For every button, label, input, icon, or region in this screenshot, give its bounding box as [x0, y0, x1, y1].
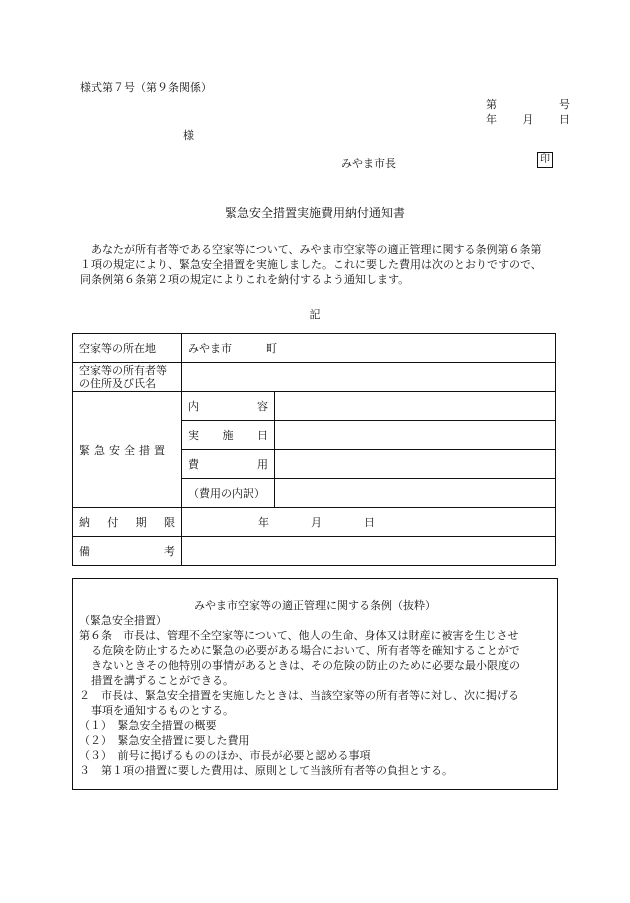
- addressee-suffix: 様: [183, 129, 194, 142]
- deadline-char: 限: [163, 516, 175, 529]
- ordinance-line: 第６条 市長は、管理不全空家等について、他人の生命、身体又は財産に被害を生じさせ: [79, 629, 519, 642]
- notice-body: [80, 242, 560, 287]
- location-city: みやま市: [188, 342, 232, 355]
- issue-date: [486, 111, 570, 127]
- seal-mark: 印: [537, 152, 553, 168]
- table-row: [73, 392, 556, 421]
- deadline-month: 月: [311, 516, 322, 529]
- measure-char: 置: [154, 443, 165, 457]
- cost-value: [275, 450, 556, 479]
- owner-label-line: 空家等の所有者等: [79, 364, 167, 377]
- deadline-value: [182, 508, 556, 537]
- issuer-name: みやま市長: [341, 157, 396, 170]
- owner-value: [182, 363, 556, 392]
- date-month: 月: [522, 113, 534, 126]
- measure-char: 安: [109, 443, 120, 457]
- ordinance-line: 措置を講ずることができる。: [91, 674, 234, 687]
- location-label: 空家等の所在地: [73, 334, 182, 363]
- remarks-value: [182, 537, 556, 566]
- implementation-date-value: [275, 421, 556, 450]
- ordinance-line: る危険を防止するために緊急の必要がある場合において、所有者等を確知することがで: [91, 644, 520, 657]
- deadline-char: 付: [107, 516, 119, 529]
- ordinance-title: みやま市空家等の適正管理に関する条例（抜粋）: [194, 599, 436, 612]
- ordinance-line: きないときその他特別の事情があるときは、その危険の防止のために必要な最小限度の: [91, 659, 520, 672]
- measure-char: 措: [139, 443, 150, 457]
- deadline-year: 年: [258, 516, 269, 529]
- measure-label: [73, 392, 182, 508]
- ordinance-text: [79, 613, 551, 778]
- ordinance-line: （１） 緊急安全措置の概要: [79, 719, 217, 732]
- content-label: [182, 392, 275, 421]
- body-line: １項の規定により、緊急安全措置を実施しました。これに要した費用は次のとおりですので、: [80, 258, 542, 271]
- cost-breakdown-value: [275, 479, 556, 508]
- date-day: 日: [559, 113, 570, 126]
- date-char: 実: [188, 429, 199, 442]
- ordinance-excerpt-box: [72, 578, 558, 790]
- table-row: [73, 537, 556, 566]
- measure-char: 急: [94, 443, 105, 457]
- deadline-label: [73, 508, 182, 537]
- ordinance-line: 事項を通知するものとする。: [91, 704, 234, 717]
- location-town: 町: [266, 342, 277, 355]
- table-row: [73, 334, 556, 363]
- body-line: あなたが所有者等である空家等について、みやま市空家等の適正管理に関する条例第６条第: [80, 243, 542, 256]
- table-row: [73, 508, 556, 537]
- ordinance-line: （２） 緊急安全措置に要した費用: [79, 734, 250, 747]
- remarks-char: 備: [79, 545, 90, 558]
- date-char: 日: [257, 429, 268, 442]
- deadline-char: 期: [135, 516, 147, 529]
- document-title: 緊急安全措置実施費用納付通知書: [224, 206, 405, 220]
- document-number: [486, 96, 570, 112]
- content-char: 内: [188, 400, 199, 413]
- body-line: 同条例第６条第２項の規定によりこれを納付するよう通知します。: [80, 273, 410, 286]
- ordinance-line: ３ 第１項の措置に要した費用は、原則として当該所有者等の負担とする。: [79, 764, 453, 777]
- ki-mark: 記: [309, 308, 321, 321]
- measure-char: 緊: [79, 443, 90, 457]
- ordinance-line: （３） 前号に掲げるもののほか、市長が必要と認める事項: [79, 749, 371, 762]
- form-number-label: 様式第７号（第９条関係）: [80, 81, 212, 94]
- owner-label: [73, 363, 182, 392]
- measure-char: 全: [124, 443, 135, 457]
- number-suffix: 号: [559, 98, 570, 111]
- owner-label-line: の住所及び氏名: [79, 377, 156, 390]
- remarks-char: 考: [164, 545, 175, 558]
- cost-char: 用: [257, 458, 268, 471]
- remarks-label: [73, 537, 182, 566]
- implementation-date-label: [182, 421, 275, 450]
- cost-breakdown-label: （費用の内訳）: [182, 479, 275, 508]
- cost-label: [182, 450, 275, 479]
- date-year: 年: [486, 113, 497, 126]
- ordinance-line: ２ 市長は、緊急安全措置を実施したときは、当該空家等の所有者等に対し、次に掲げる: [79, 689, 519, 702]
- location-value: [182, 334, 556, 363]
- date-char: 施: [222, 429, 234, 442]
- number-prefix: 第: [486, 98, 497, 111]
- content-value: [275, 392, 556, 421]
- details-table: [72, 333, 556, 566]
- cost-char: 費: [188, 458, 199, 471]
- ordinance-line: （緊急安全措置）: [79, 614, 167, 627]
- content-char: 容: [257, 400, 268, 413]
- deadline-day: 日: [364, 516, 375, 529]
- table-row: [73, 363, 556, 392]
- deadline-char: 納: [79, 516, 90, 529]
